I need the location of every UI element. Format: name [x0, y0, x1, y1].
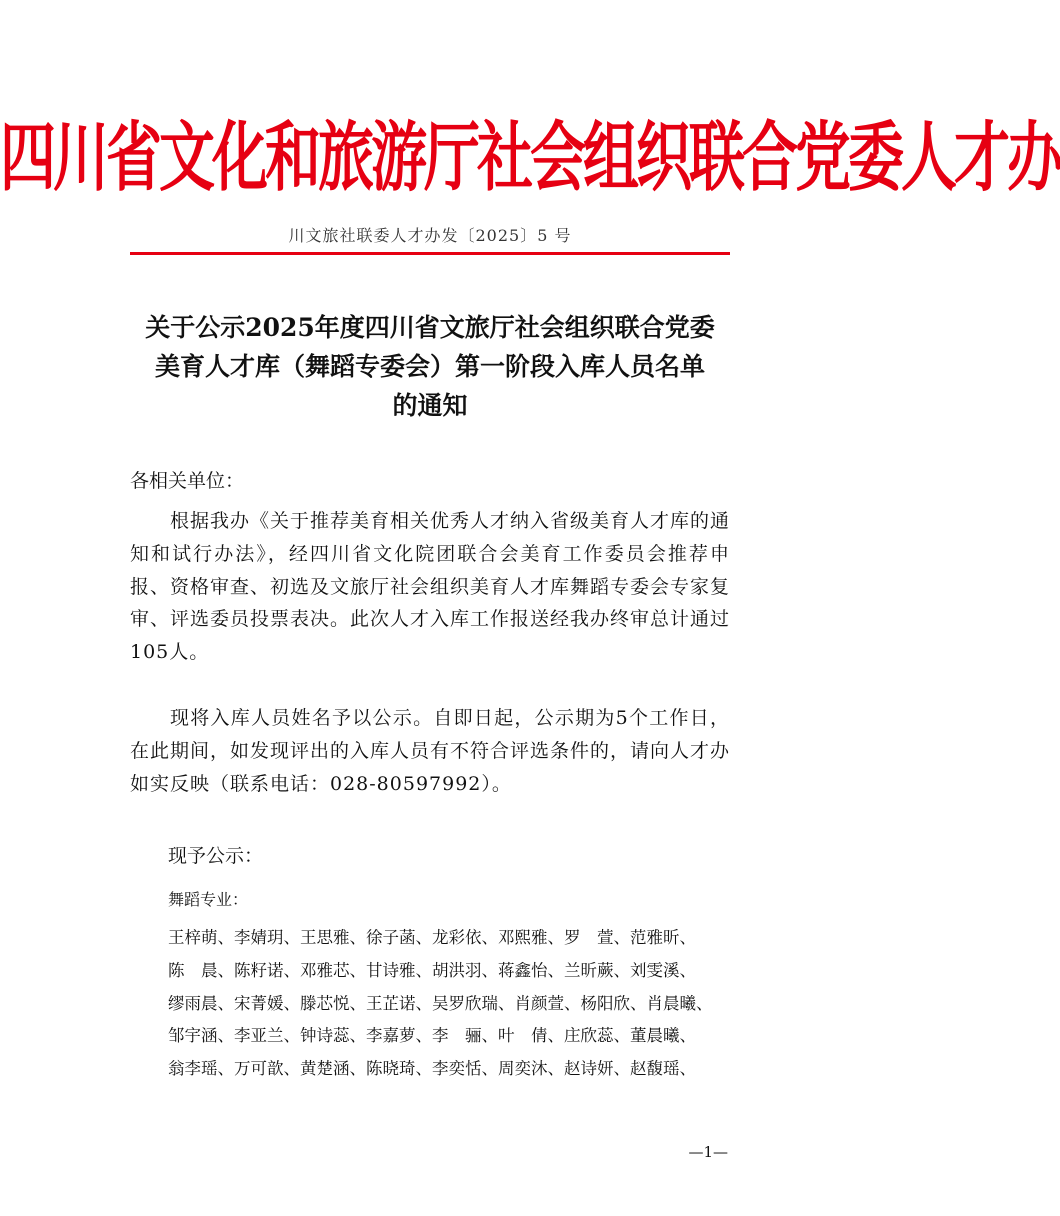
title-line-3: 的通知	[392, 391, 468, 420]
name-separator: 、	[415, 1059, 432, 1079]
list-item: 翁李瑶	[168, 1059, 218, 1079]
name-separator: 、	[481, 1026, 498, 1046]
list-item: 缪雨晨	[168, 993, 218, 1013]
names-row	[168, 1020, 728, 1053]
masthead-title: 四川省文化和旅游厅社会组织联合党委人才办	[0, 113, 1060, 203]
title-line-1: 关于公示2025年度四川省文旅厅社会组织联合党委	[145, 313, 715, 342]
list-item: 钟诗蕊	[300, 1026, 350, 1046]
list-item: 范雅昕	[630, 928, 680, 947]
title-line-2: 美育人才库（舞蹈专委会）第一阶段入库人员名单	[154, 352, 705, 381]
name-separator: 、	[349, 1059, 366, 1079]
list-item: 肖晨曦	[646, 993, 696, 1013]
list-item: 胡洪羽	[432, 960, 482, 980]
name-separator: 、	[415, 960, 432, 980]
name-separator: 、	[613, 928, 630, 947]
category-label: 舞蹈专业：	[168, 890, 249, 909]
list-item: 赵诗妍	[564, 1059, 614, 1079]
name-separator: 、	[283, 928, 300, 947]
list-item: 龙彩依	[432, 928, 482, 947]
list-item: 王梓萌	[168, 928, 218, 947]
list-item: 邹宇涵	[168, 1026, 218, 1046]
announcement-label: 现予公示：	[168, 845, 264, 867]
page-number: —1—	[688, 1143, 728, 1161]
list-item: 叶 倩	[498, 1026, 548, 1046]
name-separator: 、	[217, 1026, 234, 1046]
name-separator: 、	[217, 993, 234, 1013]
list-item: 万可歆	[234, 1059, 284, 1079]
list-item: 王思雅	[300, 928, 350, 947]
name-separator: 、	[696, 993, 713, 1013]
name-separator: 、	[481, 928, 498, 947]
name-separator: 、	[547, 960, 564, 980]
name-separator: 、	[481, 960, 498, 980]
name-separator: 、	[283, 1059, 300, 1079]
body-paragraph-2: 现将入库人员姓名予以公示。自即日起，公示期为5个工作日，在此期间，如发现评出的入库人员有不符合评选条件的，请向人才办如实反映（联系电话：028-80597992）。	[130, 707, 731, 795]
name-separator: 、	[415, 928, 432, 947]
names-list	[168, 922, 728, 1086]
name-separator: 、	[613, 960, 630, 980]
name-separator: 、	[349, 928, 366, 947]
list-item: 肖颜萱	[514, 993, 564, 1013]
list-item: 滕芯悦	[300, 993, 350, 1013]
name-separator: 、	[564, 993, 581, 1013]
name-separator: 、	[415, 993, 432, 1013]
list-item: 李婧玥	[234, 928, 284, 947]
document-number: 川文旅社联委人才办发〔2025〕5 号	[288, 226, 572, 245]
name-separator: 、	[283, 993, 300, 1013]
list-item: 刘雯溪	[630, 960, 680, 980]
list-item: 邓熙雅	[498, 928, 548, 947]
list-item: 甘诗雅	[366, 960, 416, 980]
list-item: 李 骊	[432, 1026, 482, 1046]
list-item: 陈晓琦	[366, 1059, 416, 1079]
list-item: 罗 萱	[564, 928, 614, 947]
list-item: 陈 晨	[168, 960, 218, 980]
list-item: 杨阳欣	[580, 993, 630, 1013]
list-item: 徐子菡	[366, 928, 416, 947]
list-item: 李嘉萝	[366, 1026, 416, 1046]
list-item: 董晨曦	[630, 1026, 680, 1046]
list-item: 李奕恬	[432, 1059, 482, 1079]
names-row	[168, 988, 728, 1021]
name-separator: 、	[217, 960, 234, 980]
list-item: 吴罗欣瑞	[432, 993, 498, 1013]
list-item: 陈籽诺	[234, 960, 284, 980]
name-separator: 、	[547, 928, 564, 947]
name-separator: 、	[349, 960, 366, 980]
list-item: 邓雅芯	[300, 960, 350, 980]
name-separator: 、	[679, 928, 696, 947]
name-separator: 、	[283, 960, 300, 980]
name-separator: 、	[547, 1059, 564, 1079]
names-row	[168, 1053, 728, 1086]
list-item: 庄欣蕊	[564, 1026, 614, 1046]
name-separator: 、	[679, 960, 696, 980]
name-separator: 、	[415, 1026, 432, 1046]
name-separator: 、	[630, 993, 647, 1013]
name-separator: 、	[679, 1026, 696, 1046]
list-item: 赵馥瑶	[630, 1059, 680, 1079]
names-row	[168, 922, 728, 955]
name-separator: 、	[481, 1059, 498, 1079]
name-separator: 、	[217, 928, 234, 947]
list-item: 蒋鑫怡	[498, 960, 548, 980]
name-separator: 、	[349, 993, 366, 1013]
notice-title	[110, 308, 750, 425]
list-item: 王芷诺	[366, 993, 416, 1013]
name-separator: 、	[217, 1059, 234, 1079]
list-item: 李亚兰	[234, 1026, 284, 1046]
name-separator: 、	[498, 993, 515, 1013]
name-separator: 、	[349, 1026, 366, 1046]
name-separator: 、	[679, 1059, 696, 1079]
list-item: 周奕沐	[498, 1059, 548, 1079]
name-separator: 、	[283, 1026, 300, 1046]
list-item: 宋菁媛	[234, 993, 284, 1013]
names-row	[168, 955, 728, 988]
list-item: 黄楚涵	[300, 1059, 350, 1079]
red-divider-line	[130, 252, 730, 255]
body-paragraph-1: 根据我办《关于推荐美育相关优秀人才纳入省级美育人才库的通知和试行办法》，经四川省文化院团联合会美育工作委员会推荐申报、资格审查、初选及文旅厅社会组织美育人才库舞蹈专委会专家复审、评选委员投票表决。此次人才入库工作报送经我办终审总计通过105人。	[130, 510, 731, 664]
name-separator: 、	[547, 1026, 564, 1046]
name-separator: 、	[613, 1059, 630, 1079]
name-separator: 、	[613, 1026, 630, 1046]
salutation: 各相关单位：	[130, 470, 245, 492]
list-item: 兰昕蕨	[564, 960, 614, 980]
